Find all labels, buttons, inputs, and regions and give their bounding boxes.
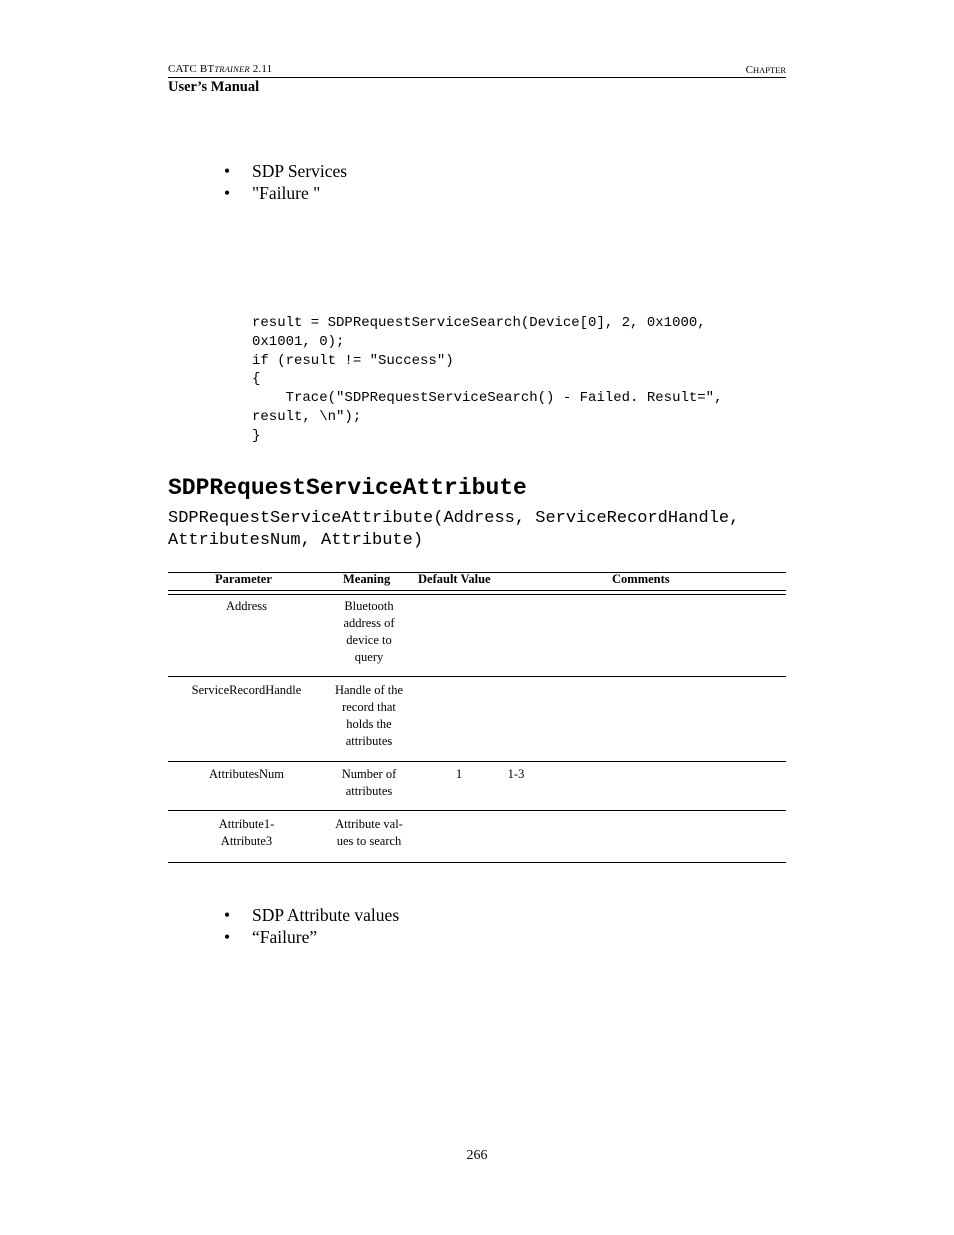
row-rule — [168, 676, 786, 677]
row-rule — [168, 810, 786, 811]
header-chapter — [746, 64, 786, 76]
code-line: } — [252, 427, 261, 444]
list-item — [224, 904, 399, 926]
column-header-comments: Comments — [612, 572, 670, 586]
cell-line: address of — [343, 616, 395, 630]
list-item-label: "Failure " — [252, 183, 321, 203]
bullet-icon: • — [224, 905, 231, 925]
cell-line: Bluetooth — [344, 599, 394, 613]
code-line: result = SDPRequestServiceSearch(Device[0], 2, 0x1000, — [252, 315, 706, 331]
cell-line: attributes — [345, 784, 393, 798]
list-item-label: “Failure” — [252, 927, 318, 947]
cell-line: holds the — [346, 717, 392, 731]
header-chapter-rest: HAPTER — [752, 65, 786, 75]
function-signature — [168, 508, 739, 552]
header-rule — [168, 77, 786, 78]
column-header-meaning: Meaning — [343, 572, 391, 586]
bullet-icon: • — [224, 927, 231, 947]
table-bottom-rule — [168, 862, 786, 863]
header-version: 2.11 — [252, 63, 273, 75]
cell-line: query — [354, 650, 384, 664]
code-line: { — [252, 371, 261, 388]
bullet-icon: • — [224, 161, 231, 181]
header-rule-upper — [168, 590, 786, 591]
cell-default: 1 — [455, 767, 463, 781]
code-line: 0x1001, 0); — [252, 333, 345, 350]
list-item — [224, 182, 347, 204]
list-item — [224, 160, 347, 182]
cell-meaning — [325, 816, 413, 850]
header-rule-lower — [168, 594, 786, 595]
code-line: result, \n"); — [252, 408, 362, 425]
list-item-label: SDP Services — [252, 161, 348, 181]
column-header-parameter: Parameter — [215, 572, 272, 586]
cell-line: Attribute3 — [220, 834, 273, 848]
header-chapter-initial: C — [745, 64, 753, 76]
cell-line: Attribute val- — [335, 817, 403, 831]
code-line: if (result != "Success") — [252, 352, 454, 369]
cell-meaning — [325, 766, 413, 800]
code-line: Trace("SDPRequestServiceSearch() - Failed. Result=", — [252, 390, 723, 407]
cell-line: attributes — [345, 734, 393, 748]
return-values-list — [224, 904, 399, 948]
cell-line: Attribute1- — [218, 817, 275, 831]
header-product — [168, 63, 272, 75]
cell-param: AttributesNum — [209, 767, 284, 781]
bullet-icon: • — [224, 183, 231, 203]
cell-meaning — [325, 598, 413, 666]
cell-meaning — [325, 682, 413, 750]
header-product-name: TRAINER — [214, 64, 250, 74]
cell-line: Handle of the — [334, 683, 404, 697]
cell-line: Number of — [341, 767, 397, 781]
page-number: 266 — [466, 1148, 488, 1163]
signature-line: AttributesNum, Attribute) — [168, 531, 424, 550]
cell-range: 1-3 — [507, 767, 525, 781]
function-title: SDPRequestServiceAttribute — [168, 475, 527, 501]
cell-line: device to — [346, 633, 392, 647]
cell-line: record that — [342, 700, 396, 714]
cell-param — [168, 816, 325, 850]
signature-line: SDPRequestServiceAttribute(Address, ServiceRecordHandle, — [168, 509, 740, 528]
cell-param: ServiceRecordHandle — [191, 683, 302, 697]
column-header-default: Default Value — [418, 572, 491, 586]
row-rule — [168, 761, 786, 762]
cell-line: ues to search — [336, 834, 402, 848]
return-values-list — [224, 160, 347, 204]
header-manual-title: User’s Manual — [168, 79, 260, 95]
list-item — [224, 926, 399, 948]
code-example — [252, 314, 722, 446]
list-item-label: SDP Attribute values — [252, 905, 400, 925]
header-product-prefix: CATC BT — [168, 63, 215, 75]
cell-param: Address — [226, 599, 267, 613]
